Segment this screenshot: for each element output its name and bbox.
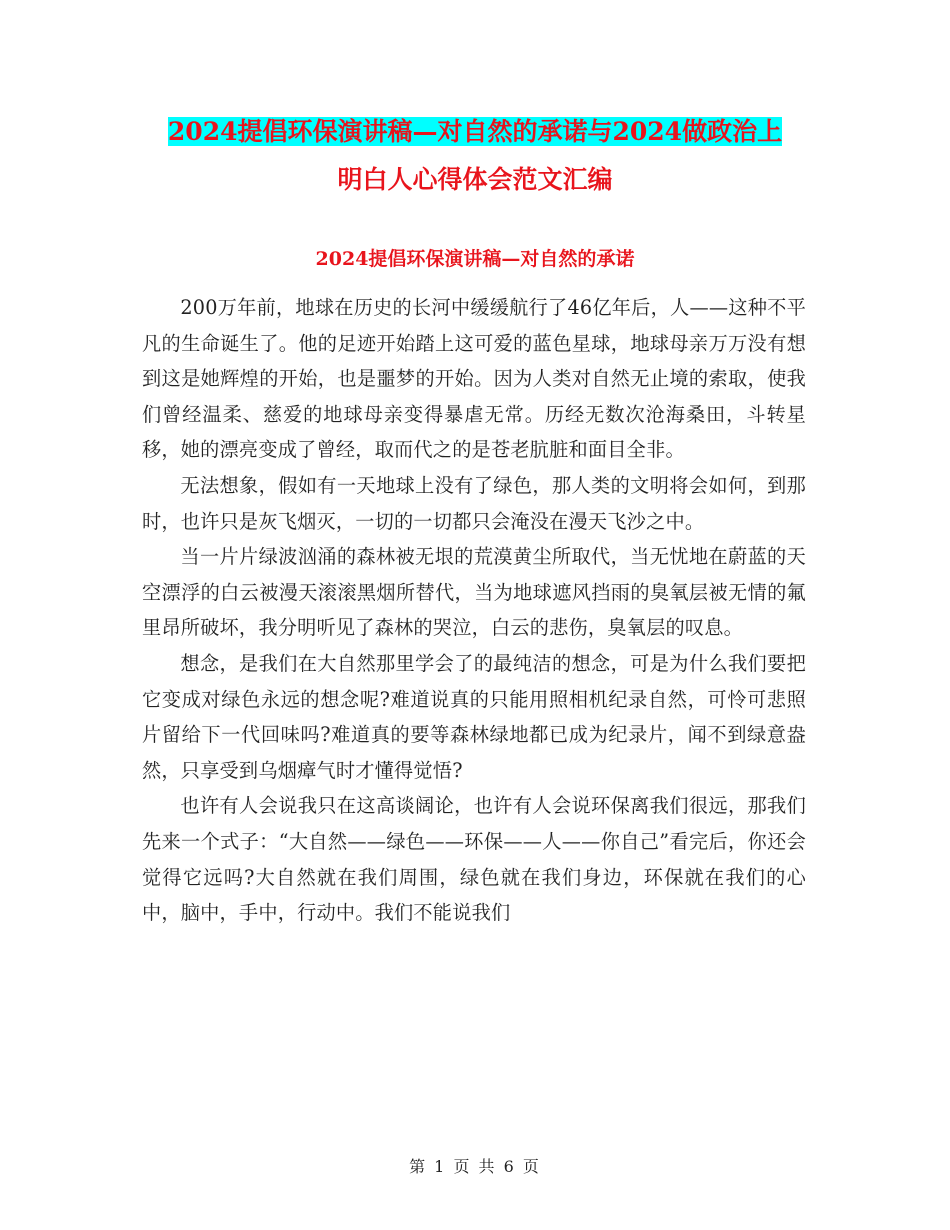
main-title-line1: 2024提倡环保演讲稿—对自然的承诺与2024做政治上 <box>167 117 783 146</box>
page-footer: 第 1 页 共 6 页 <box>409 1157 541 1176</box>
main-title <box>140 108 810 204</box>
section-title: 2024提倡环保演讲稿—对自然的承诺 <box>315 248 635 270</box>
paragraph-1: 200万年前，地球在历史的长河中缓缓航行了46亿年后，人——这种不平凡的生命诞生了。他的足迹开始踏上这可爱的蓝色星球，地球母亲万万没有想到这是她辉煌的开始，也是噩梦的开始。因为人类对自然无止境的索取，使我们曾经温柔、慈爱的地球母亲变得暴虐无常。历经无数次沧海桑田，斗转星移，她的漂亮变成了曾经，取而代之的是苍老肮脏和面目全非。 <box>142 296 806 462</box>
main-title-line2: 明白人心得体会范文汇编 <box>337 165 613 194</box>
paragraph-3: 当一片片绿波汹涌的森林被无垠的荒漠黄尘所取代，当无忧地在蔚蓝的天空漂浮的白云被漫天滚滚黑烟所替代，当为地球遮风挡雨的臭氧层被无情的氟里昂所破坏，我分明听见了森林的哭泣，白云的悲伤，臭氧层的叹息。 <box>142 545 806 640</box>
paragraph-4: 想念，是我们在大自然那里学会了的最纯洁的想念，可是为什么我们要把它变成对绿色永远的想念呢?难道说真的只能用照相机纪录自然，可怜可悲照片留给下一代回味吗?难道真的要等森林绿地都已成为纪录片，闻不到绿意盎然，只享受到乌烟瘴气时才懂得觉悟? <box>142 651 806 782</box>
paragraph-5: 也许有人会说我只在这高谈阔论，也许有人会说环保离我们很远，那我们先来一个式子：“大自然——绿色——环保——人——你自己”看完后，你还会觉得它远吗?大自然就在我们周围，绿色就在我们身边，环保就在我们的心中，脑中，手中，行动中。我们不能说我们 <box>142 794 806 925</box>
body-text <box>142 290 806 931</box>
paragraph-2: 无法想象，假如有一天地球上没有了绿色，那人类的文明将会如何，到那时，也许只是灰飞烟灭，一切的一切都只会淹没在漫天飞沙之中。 <box>142 473 806 533</box>
